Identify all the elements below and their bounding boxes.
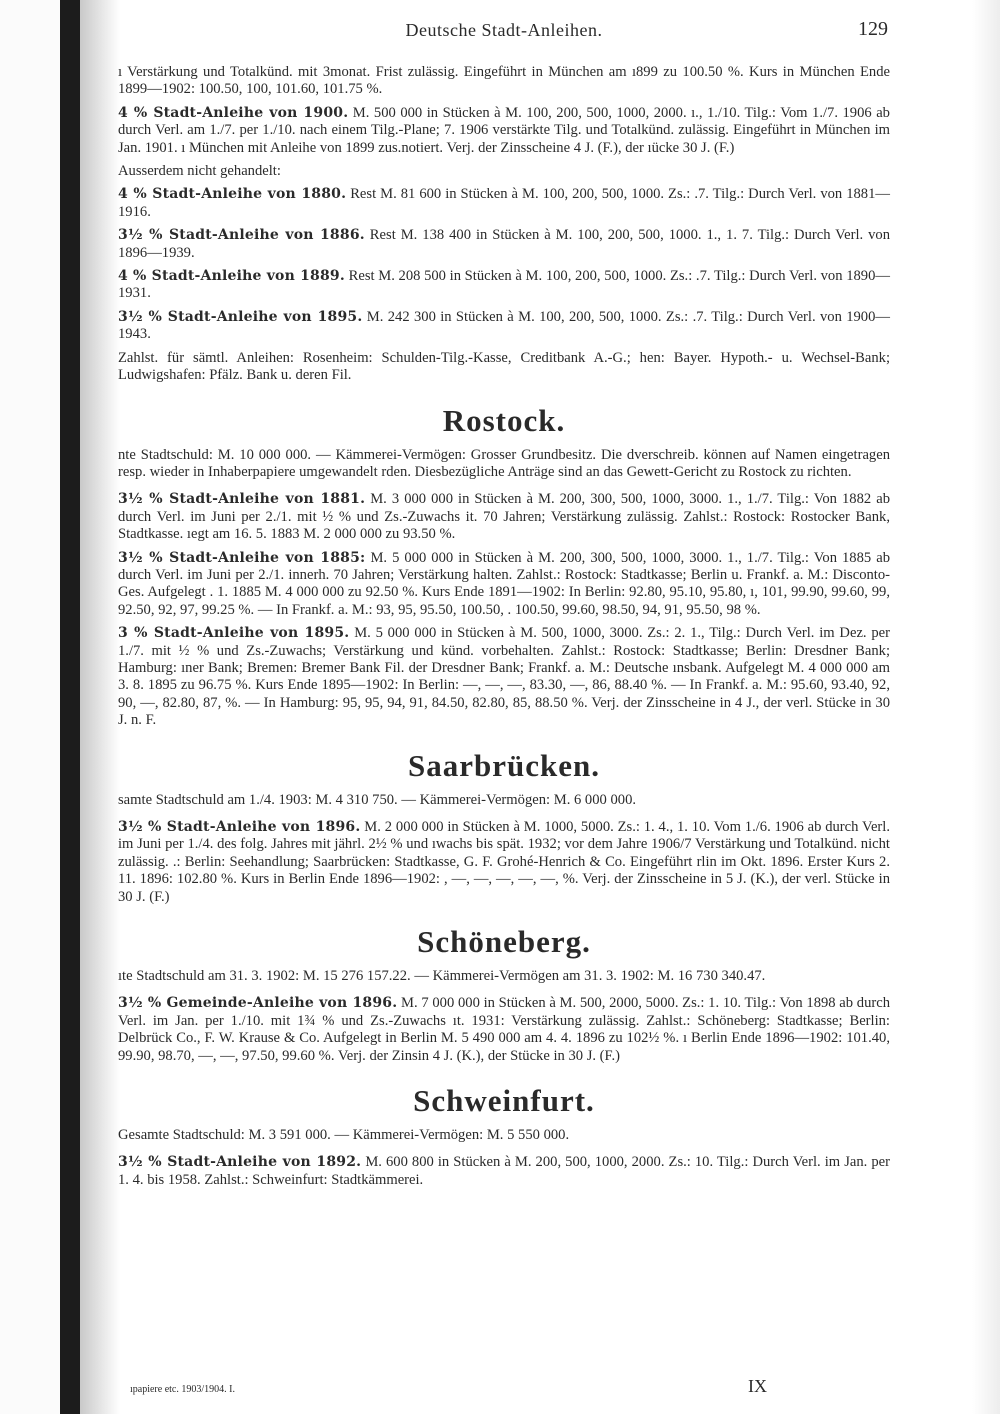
page-edge-shadow — [972, 0, 1000, 1414]
signature-mark: IX — [748, 1376, 767, 1396]
page-footer — [118, 1376, 890, 1398]
loan-entry — [118, 227, 890, 262]
gutter-shadow — [80, 0, 120, 1414]
city-section-schweinfurt — [118, 1083, 890, 1189]
loan-entry — [118, 819, 890, 906]
intro-text: Ausserdem nicht gehandelt: — [118, 163, 281, 180]
city-heading: Schweinfurt. — [413, 1083, 595, 1119]
city-heading: Rostock. — [442, 402, 566, 438]
loan-title: 3½ % Stadt-Anleihe von 1886. — [118, 227, 365, 244]
city-summary: ıte Stadtschuld am 31. 3. 1902: M. 15 276 157.22. — Kämmerei-Vermögen am 31. 3. 1902: M. 16 730 340.47. — [118, 968, 766, 985]
loan-title: 3½ % Stadt-Anleihe von 1895. — [118, 308, 363, 325]
loan-title: 3½ % Gemeinde-Anleihe von 1896. — [118, 995, 398, 1012]
loan-entry — [118, 995, 890, 1065]
loan-entry — [118, 550, 890, 620]
loan-text: M. 2 000 000 in Stücken à M. 1000, 5000. Zs.: 1. 4., 1. 10. Vom 1./6. 1906 ab durch Verl. im Juni per 1./4. des folg. Jahres mit jährl. 2½ % und ıwachs bis spät. 1932; vor dem Jahre 1906/7 Verstärkung und Totalkünd. nicht zulässig. .: Berlin: Seehandlung; Saarbrücken: Stadtkasse, G. F. Grohé-Henrich & Co. Eingeführt rlin im Okt. 1896. Erster Kurs 2. 11. 1896: 102.80 %. Kurs in Berlin Ende 1896—1902: , —, —, —, —, —, %. Verj. der Zinsscheine in 5 J. (K.), der verl. Stücke in 30 J. (F.) — [118, 819, 890, 905]
city-summary: samte Stadtschuld am 1./4. 1903: M. 4 310 750. — Kämmerei-Vermögen: M. 6 000 000. — [118, 791, 637, 808]
loan-text: M. 500 000 in Stücken à M. 100, 200, 500, 1000, 2000. ı., 1./10. Tilg.: Vom 1./7. 1906 ab durch Verl. am 1./7. per 1./10. nach einem Tilg.-Plane; 7. 1906 verstärkte Tilg. und Totalkünd. zulässig. Eingeführt in München im Jan. 1901. ı München mit Anleihe von 1899 zus.notiert. Verj. der Zinsscheine 4 J. (F.), der ıücke 30 J. (F.) — [118, 104, 890, 156]
city-section-rostock — [118, 403, 890, 730]
loan-title: 3½ % Stadt-Anleihe von 1885: — [118, 549, 366, 566]
loan-entry — [118, 625, 890, 729]
loan-title: 3½ % Stadt-Anleihe von 1896. — [118, 819, 361, 835]
loan-text: M. 7 000 000 in Stücken à M. 500, 2000, 5000. Zs.: 1. 10. Tilg.: Von 1898 ab durch Verl. im Jan. per 1./10. mit 1¾ % und Zs.-Zuwachs ıt. 1931: Verstärkung zulässig. Zahlst.: Schöneberg: Stadtkasse; Berlin: Delbrück Co., F. W. Krause & Co. Aufgelegt in Berlin M. 5 490 000 am 4. 4. 1896 zu 102½ %. ı Berlin Ende 1896—1902: 101.40, 99.90, 98.70, —, —, 97.50, 99.60 %. Verj. der Zinsin 4 J. (K.), der Stücke in 30 J. (F.) — [118, 995, 891, 1064]
closing-text: Zahlst. für sämtl. Anleihen: Rosenheim: Schulden-Tilg.-Kasse, Creditbank A.-G.; hen: Bayer. Hypoth.- u. Wechsel-Bank; Ludwigshafen: Pfälz. Bank u. deren Fil. — [118, 349, 890, 384]
footer-note: ıpapiere etc. 1903/1904. I. — [130, 1384, 235, 1395]
book-page — [118, 0, 890, 1414]
loan-title: 4 % Stadt-Anleihe von 1900. — [118, 104, 349, 121]
running-head — [118, 18, 890, 48]
loan-entry — [118, 268, 890, 303]
city-heading: Schöneberg. — [417, 924, 591, 960]
loan-entry — [118, 309, 890, 344]
continuation-text: ı Verstärkung und Totalkünd. mit 3monat. Frist zulässig. Eingeführt in München am ı899 zu 100.50 %. Kurs in München Ende 1899—1902: 100.50, 100, 101.60, 101.75 %. — [118, 64, 890, 98]
city-section-saarbruecken — [118, 748, 890, 906]
loan-text: Rest M. 138 400 in Stücken à M. 100, 200, 500, 1000. 1., 1. 7. Tilg.: Durch Verl. von 1896—1939. — [118, 227, 890, 261]
binding-gutter — [60, 0, 80, 1414]
loan-text: Rest M. 208 500 in Stücken à M. 100, 200, 500, 1000. Zs.: .7. Tilg.: Durch Verl. von 1890—1931. — [118, 268, 890, 302]
loan-title: 3½ % Stadt-Anleihe von 1892. — [118, 1154, 362, 1171]
loan-text: M. 5 000 000 in Stücken à M. 500, 1000, 3000. Zs.: 2. 1., Tilg.: Durch Verl. im Dez. per 1./7. mit ½ % und Zs.-Zuwachs; Verstärkung und künd. vorbehalten. Zahlst.: Rostock: Stadtkasse; Berlin: Dresdner Bank; Hamburg: ıner Bank; Bremen: Bremer Bank Fil. der Dresdner Bank; Frankf. a. M.: Deutsche ınsbank. Aufgelegt M. 4 000 000 am 3. 8. 1895 zu 96.75 %. Kurs Ende 1895—1902: In Berlin: —, —, —, 83.30, —, 86, 88.40 %. — In Frankf. a. M.: 95.60, 93.40, 92, 90, —, 82.80, 87, %. — In Hamburg: 95, 95, 94, 91, 84.50, 82.80, 85, 88.50 %. Verj. der Zinsscheine in 4 J., der verl. Stücke in 30 J. n. F. — [118, 625, 890, 729]
city-section-schoeneberg — [118, 924, 890, 1065]
loan-text: M. 3 000 000 in Stücken à M. 200, 300, 500, 1000, 3000. 1., 1./7. Tilg.: Von 1882 ab durch Verl. im Juni per 2./1. mit ½ % und Zs.-Zuwachs it. 70 Jahren; Verstärkung zulässig. Zahlst.: Rostock: Rostocker Bank, Stadtkasse. ıegt am 16. 5. 1883 M. 2 000 000 zu 93.50 %. — [118, 491, 890, 543]
loan-entry — [118, 491, 890, 543]
loan-text: Rest M. 81 600 in Stücken à M. 100, 200, 500, 1000. Zs.: .7. Tilg.: Durch Verl. von 1881—1916. — [118, 186, 890, 220]
city-summary: Gesamte Stadtschuld: M. 3 591 000. — Kämmerei-Vermögen: M. 5 550 000. — [118, 1127, 570, 1144]
loan-text: M. 5 000 000 in Stücken à M. 200, 300, 500, 1000, 3000. 1., 1./7. Tilg.: Von 1885 ab durch Verl. im Juni per 2./1. innerh. 70 Jahren; Verstärkung halten. Zahlst.: Rostock: Stadtkasse; Berlin u. Frankf. a. M.: Disconto-Ges. Aufgelegt . 1. 1885 M. 4 000 000 zu 92.50 %. Kurs Ende 1891—1902: In Berlin: 92.80, 95.10, 95.80, ı, 101, 99.90, 99.60, 99, 92.50, 92, 97, 99.25 %. — In Frankf. a. M.: 93, 95, 95.50, 100.50, . 100.50, 99.60, 98.50, 94, 91, 95.50, 98 %. — [118, 549, 890, 618]
loan-title: 3½ % Stadt-Anleihe von 1881. — [118, 491, 366, 508]
loan-title: 3 % Stadt-Anleihe von 1895. — [118, 625, 350, 642]
loan-text: M. 600 800 in Stücken à M. 200, 500, 1000, 2000. Zs.: 10. Tilg.: Durch Verl. im Jan. per 1. 4. bis 1958. Zahlst.: Schweinfurt: Stadtkämmerei. — [118, 1154, 890, 1188]
loan-entry — [118, 1154, 890, 1189]
running-title: Deutsche Stadt-Anleihen. — [405, 20, 603, 40]
loan-entry — [118, 186, 890, 221]
loan-text: M. 242 300 in Stücken à M. 100, 200, 500, 1000. Zs.: .7. Tilg.: Durch Verl. von 1900—1943. — [118, 308, 890, 343]
page-body — [118, 64, 890, 1195]
loan-title: 4 % Stadt-Anleihe von 1889. — [118, 268, 345, 285]
page-number: 129 — [858, 18, 888, 40]
loan-title: 4 % Stadt-Anleihe von 1880. — [118, 186, 347, 203]
loan-entry — [118, 105, 890, 157]
city-heading: Saarbrücken. — [408, 747, 600, 783]
city-summary: nte Stadtschuld: M. 10 000 000. — Kämmerei-Vermögen: Grosser Grundbesitz. Die dverschreib. können auf Namen eingetragen resp. wieder in Inhaberpapiere umgewandelt rden. Diesbezügliche Anträge sind an das Gewett-Gericht zu Rostock zu richten. — [118, 446, 890, 480]
